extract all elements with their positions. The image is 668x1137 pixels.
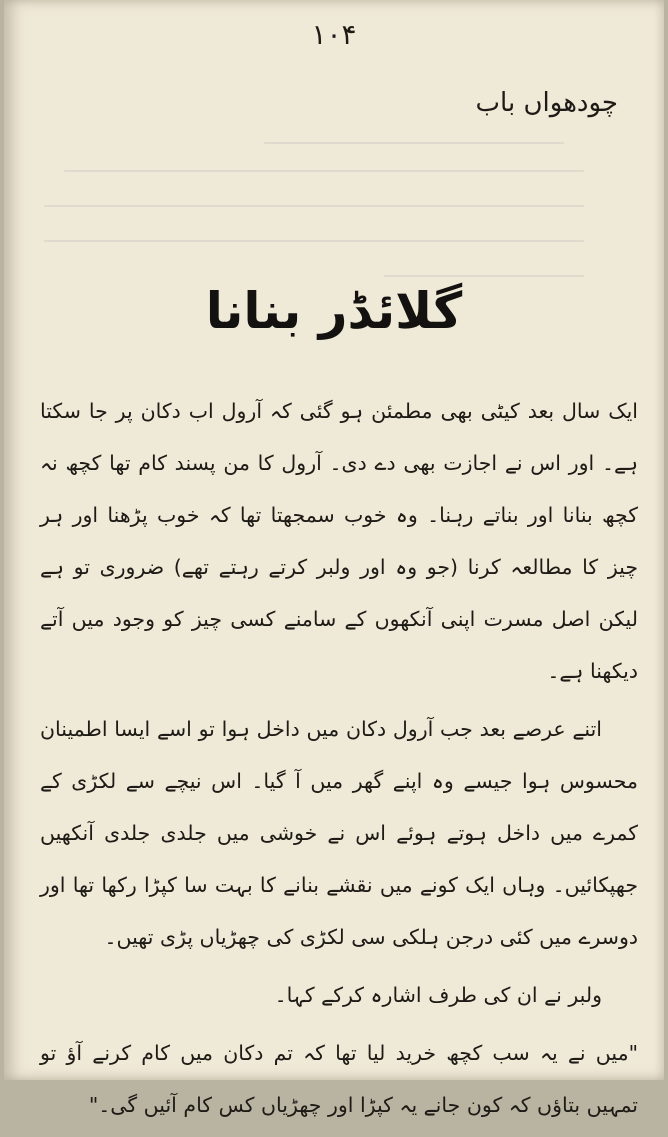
page-number: ۱۰۴ xyxy=(311,18,357,51)
book-page xyxy=(4,0,664,1117)
show-through-line xyxy=(384,275,584,277)
paragraph: اتنے عرصے بعد جب آرول دکان میں داخل ہوا تو اسے ایسا اطمینان محسوس ہوا جیسے وہ اپنے گھر میں آ گیا۔ اس نیچے سے لکڑی کے کمرے میں داخل ہوتے ہوئے اس نے خوشی میں جلدی جلدی آنکھیں جھپکائیں۔ وہاں ایک کونے میں نقشے بنانے کا بہت سا کپڑا رکھا تھا اور دوسرے میں کئی درجن ہلکی سی لکڑی کی چھڑیاں پڑی تھیں۔ xyxy=(40,717,638,949)
paragraph: "میں نے یہ سب کچھ خرید لیا تھا کہ تم دکان میں کام کرنے آؤ تو تمہیں بتاؤں کہ کون جانے یہ کپڑا اور چھڑیاں کس کام آئیں گی۔" xyxy=(40,1041,638,1117)
show-through-line xyxy=(44,205,584,207)
body-text xyxy=(40,385,638,1137)
chapter-title: گلائڈر بنانا xyxy=(205,282,463,340)
show-through-line xyxy=(264,142,564,144)
paragraph: ولبر نے ان کی طرف اشارہ کرکے کہا۔ xyxy=(274,983,602,1007)
show-through-line xyxy=(64,170,584,172)
show-through-line xyxy=(44,240,584,242)
paragraph: ایک سال بعد کیٹی بھی مطمئن ہو گئی کہ آرول اب دکان پر جا سکتا ہے۔ اور اس نے اجازت بھی دے دی۔ آرول کا من پسند کام تھا کچھ نہ کچھ بنانا اور بناتے رہنا۔ وہ خوب سمجھتا تھا کہ خوب پڑھنا اور ہر چیز کا مطالعہ کرنا (جو وہ اور ولبر کرتے رہتے تھے) ضروری تو ہے لیکن اصل مسرت اپنی آنکھوں کے سامنے کسی چیز کو وجود میں آتے دیکھنا ہے۔ xyxy=(40,399,638,683)
chapter-label: چودھواں باب xyxy=(475,88,618,118)
